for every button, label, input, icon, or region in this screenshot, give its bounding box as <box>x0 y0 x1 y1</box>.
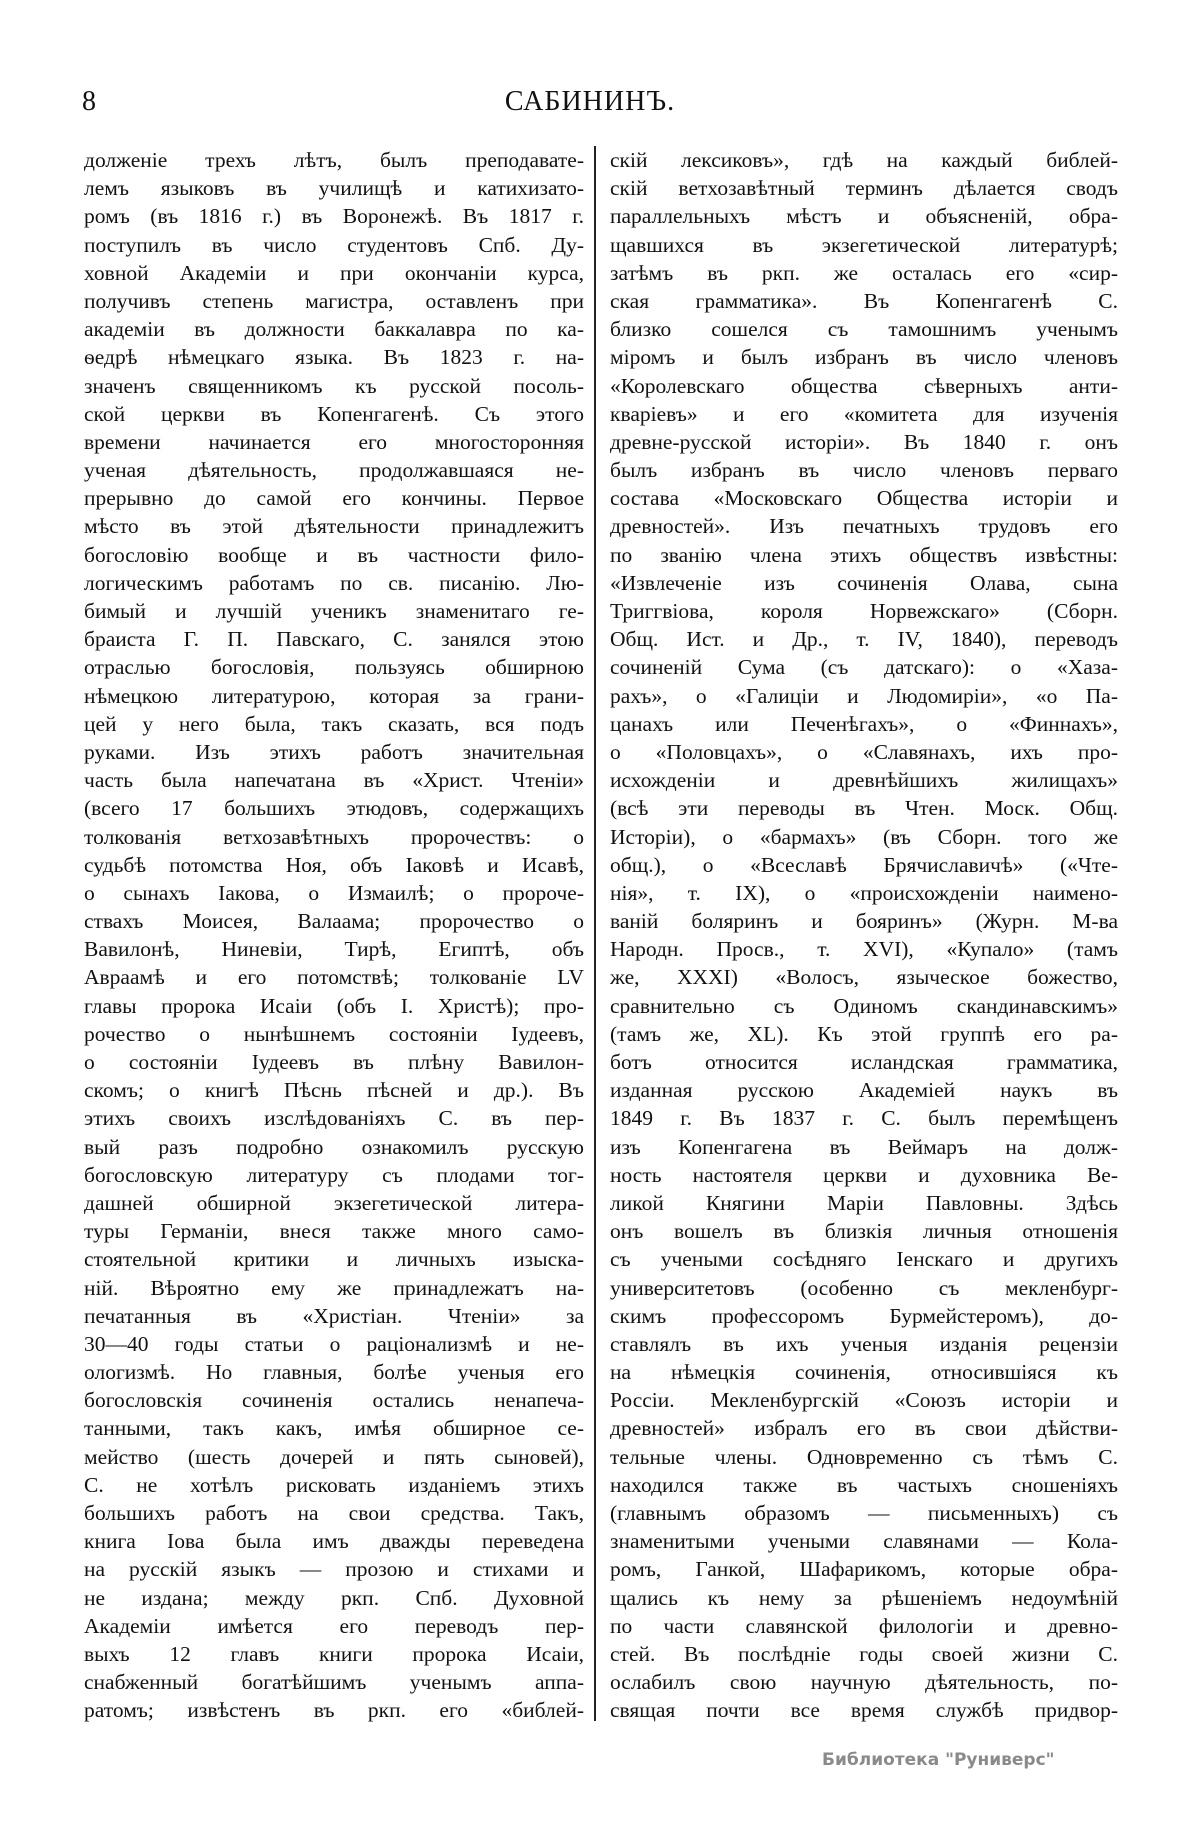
text-line: ѳедрѣ нѣмецкаго языка. Въ 1823 г. на- <box>84 345 584 370</box>
text-line: богословію вообще и въ частности фило- <box>84 542 584 567</box>
text-line: стей. Въ послѣдніе годы своей жизни С. <box>610 1641 1118 1666</box>
text-line: на русскій языкъ — прозою и стихами и <box>84 1557 584 1582</box>
text-line: рахъ», о «Галиціи и Людомиріи», «о Па- <box>610 683 1118 708</box>
text-line: щались къ нему за рѣшеніемъ недоумѣній <box>610 1585 1118 1610</box>
text-line: лемъ языковъ въ училищѣ и катихизато- <box>84 176 584 201</box>
text-line: вый разъ подробно ознакомилъ русскую <box>84 1134 584 1159</box>
text-line: браиста Г. П. Павскаго, С. занялся этою <box>84 627 584 652</box>
text-line: рочество о нынѣшнемъ состояніи Іудеевъ, <box>84 1021 584 1046</box>
text-line: Исторіи), о «бармахъ» (въ Сборн. того же <box>610 824 1118 849</box>
text-line: долженіе трехъ лѣтъ, былъ преподавате- <box>84 148 584 172</box>
text-line: древностей». Изъ печатныхъ трудовъ его <box>610 514 1118 539</box>
text-line: нія», т. IX), о «происхожденіи наимено- <box>610 880 1118 905</box>
text-line: судьбѣ потомства Ноя, объ Іаковѣ и Исавѣ, <box>84 852 584 877</box>
text-line: скимъ профессоромъ Бурмейстеромъ), до- <box>610 1303 1118 1328</box>
text-line: Триггвіова, короля Норвежскаго» (Сборн. <box>610 599 1118 623</box>
text-line: ская грамматика». Въ Копенгагенѣ С. <box>610 288 1118 313</box>
text-line: (всего 17 большихъ этюдовъ, содержащихъ <box>84 796 584 821</box>
text-line: скомъ; о книгѣ Пѣснь пѣсней и др.). Въ <box>84 1078 584 1103</box>
text-line: печатанныя въ «Христіан. Чтеніи» за <box>84 1303 584 1328</box>
text-line: 1849 г. Въ 1837 г. С. былъ перемѣщенъ <box>610 1106 1118 1131</box>
text-line: изъ Копенгагена въ Веймаръ на долж- <box>610 1134 1118 1159</box>
text-line: 30—40 годы статьи о раціонализмѣ и не- <box>84 1331 584 1356</box>
text-line: университетовъ (особенно съ мекленбург- <box>610 1275 1118 1300</box>
text-line: цанахъ или Печенѣгахъ», о «Финнахъ», <box>610 711 1118 736</box>
text-line: С. не хотѣлъ рисковать изданіемъ этихъ <box>84 1472 584 1497</box>
text-line: мѣсто въ этой дѣятельности принадлежитъ <box>84 514 584 539</box>
text-line: ствахъ Моисея, Валаама; пророчество о <box>84 909 584 934</box>
text-line: времени начинается его многосторонняя <box>84 429 584 454</box>
text-line: (тамъ же, XL). Къ этой группѣ его ра- <box>610 1021 1118 1046</box>
text-line: древне-русской исторіи». Въ 1840 г. онъ <box>610 429 1118 454</box>
text-line: этихъ своихъ изслѣдованіяхъ С. въ пер- <box>84 1106 584 1131</box>
text-line: «Королевскаго общества сѣверныхъ анти- <box>610 373 1118 398</box>
text-line: прерывно до самой его кончины. Первое <box>84 486 584 511</box>
text-line: поступилъ въ число студентовъ Спб. Ду- <box>84 232 584 257</box>
text-line: ослабилъ свою научную дѣятельность, по- <box>610 1670 1118 1695</box>
text-line: большихъ работъ на свои средства. Такъ, <box>84 1501 584 1525</box>
text-line: дашней обширной экзегетической литера- <box>84 1190 584 1215</box>
text-line: нѣмецкою литературою, которая за грани- <box>84 683 584 708</box>
text-line: выхъ 12 главъ книги пророка Исаіи, <box>84 1641 584 1666</box>
text-line: ромъ (въ 1816 г.) въ Воронежѣ. Въ 1817 г. <box>84 204 584 229</box>
text-line: Народн. Просв., т. XVI), «Купало» (тамъ <box>610 937 1118 962</box>
running-head: САБИНИНЪ. <box>504 86 676 117</box>
text-line: логическимъ работамъ по св. писанію. Лю- <box>84 570 584 595</box>
text-line: тельные члены. Одновременно съ тѣмъ С. <box>610 1444 1118 1469</box>
text-line: состава «Московскаго Общества исторіи и <box>610 486 1118 511</box>
text-line: близко сошелся съ тамошнимъ ученымъ <box>610 317 1118 342</box>
text-line: міромъ и былъ избранъ въ число членовъ <box>610 345 1118 370</box>
text-line: кваріевъ» и его «комитета для изученія <box>610 401 1118 426</box>
text-line: отраслью богословія, пользуясь обширною <box>84 655 584 680</box>
text-line: ской церкви въ Копенгагенѣ. Съ этого <box>84 401 584 426</box>
text-line: по званію члена этихъ обществъ извѣстны: <box>610 542 1118 567</box>
text-line: книга Іова была имъ дважды переведена <box>84 1529 584 1554</box>
page-number: 8 <box>82 86 96 117</box>
text-line: ваній боляринъ и бояринъ» (Журн. М-ва <box>610 909 1118 934</box>
text-line: туры Германіи, внеся также много само- <box>84 1219 584 1244</box>
text-line: по части славянской филологіи и древно- <box>610 1613 1118 1638</box>
text-line: свящая почти все время службѣ придвор- <box>610 1698 1118 1723</box>
text-line: Авраамѣ и его потомствѣ; толкованіе LV <box>84 965 584 990</box>
text-line: руками. Изъ этихъ работъ значительная <box>84 739 584 764</box>
text-line: находился также въ частыхъ сношеніяхъ <box>610 1472 1118 1497</box>
text-line: на нѣмецкія сочиненія, относившіяся къ <box>610 1360 1118 1385</box>
text-line: стоятельной критики и личныхъ изыска- <box>84 1247 584 1272</box>
text-line: бимый и лучшій ученикъ знаменитаго ге- <box>84 599 584 623</box>
column-divider <box>594 146 596 1721</box>
text-line: академіи въ должности баккалавра по ка- <box>84 317 584 342</box>
text-line: о сынахъ Іакова, о Измаилѣ; о пророче- <box>84 880 584 905</box>
text-line: Вавилонѣ, Ниневіи, Тирѣ, Египтѣ, объ <box>84 937 584 962</box>
text-line: Общ. Ист. и Др., т. IV, 1840), переводъ <box>610 627 1118 652</box>
text-line: ботъ относится исландская грамматика, <box>610 1050 1118 1074</box>
text-line: изданная русскою Академіей наукъ въ <box>610 1078 1118 1103</box>
text-line: древностей» избралъ его въ свои дѣйстви- <box>610 1416 1118 1441</box>
text-line: исхожденіи и древнѣйшихъ жилищахъ» <box>610 768 1118 793</box>
text-line: о состояніи Іудеевъ въ плѣну Вавилон- <box>84 1050 584 1074</box>
text-line: Россіи. Мекленбургскій «Союзъ исторіи и <box>610 1388 1118 1413</box>
text-line: затѣмъ въ ркп. же осталась его «сир- <box>610 260 1118 285</box>
text-line: толкованія ветхозавѣтныхъ пророчествъ: о <box>84 824 584 849</box>
text-line: богословскія сочиненія остались ненапеча- <box>84 1388 584 1413</box>
text-line: онъ вошелъ въ близкія личныя отношенія <box>610 1219 1118 1244</box>
text-line: общ.), о «Всеславѣ Брячиславичѣ» («Чте- <box>610 852 1118 877</box>
text-line: ставлялъ въ ихъ ученыя изданія рецензіи <box>610 1331 1118 1356</box>
text-line: ховной Академіи и при окончаніи курса, <box>84 260 584 285</box>
text-line: съ учеными сосѣдняго Іенскаго и другихъ <box>610 1247 1118 1272</box>
text-line: ность настоятеля церкви и духовника Ве- <box>610 1162 1118 1187</box>
text-line: ній. Вѣроятно ему же принадлежатъ на- <box>84 1275 584 1300</box>
text-line: щавшихся въ экзегетической литературѣ; <box>610 232 1118 257</box>
text-line: (всѣ эти переводы въ Чтен. Моск. Общ. <box>610 796 1118 821</box>
text-line: снабженный богатѣйшимъ ученымъ аппа- <box>84 1670 584 1695</box>
text-line: значенъ священникомъ къ русской посоль- <box>84 373 584 398</box>
text-line: знаменитыми учеными славянами — Кола- <box>610 1529 1118 1554</box>
text-line: ромъ, Ганкой, Шафарикомъ, которые обра- <box>610 1557 1118 1582</box>
text-line: параллельныхъ мѣстъ и объясненій, обра- <box>610 204 1118 229</box>
text-line: же, XXXI) «Волосъ, языческое божество, <box>610 965 1118 990</box>
text-line: ликой Княгини Маріи Павловны. Здѣсь <box>610 1190 1118 1215</box>
text-line: ратомъ; извѣстенъ въ ркп. его «библей- <box>84 1698 584 1723</box>
library-watermark: Библиотека "Руниверс" <box>822 1750 1055 1770</box>
text-line: получивъ степень магистра, оставленъ при <box>84 288 584 313</box>
text-line: главы пророка Исаіи (объ І. Христѣ); про- <box>84 993 584 1018</box>
text-line: не издана; между ркп. Спб. Духовной <box>84 1585 584 1610</box>
text-line: цей у него была, такъ сказать, вся подъ <box>84 711 584 736</box>
text-line: скій лексиковъ», гдѣ на каждый библей- <box>610 148 1118 172</box>
text-line: танными, такъ какъ, имѣя обширное се- <box>84 1416 584 1441</box>
text-line: «Извлеченіе изъ сочиненія Олава, сына <box>610 570 1118 595</box>
text-line: ологизмѣ. Но главныя, болѣе ученыя его <box>84 1360 584 1385</box>
text-line: Академіи имѣется его переводъ пер- <box>84 1613 584 1638</box>
text-line: мейство (шесть дочерей и пять сыновей), <box>84 1444 584 1469</box>
text-line: (главнымъ образомъ — письменныхъ) съ <box>610 1501 1118 1525</box>
right-column <box>610 146 1118 1725</box>
text-line: богословскую литературу съ плодами тог- <box>84 1162 584 1187</box>
left-column <box>84 146 584 1725</box>
text-line: сравнительно съ Одиномъ скандинавскимъ» <box>610 993 1118 1018</box>
text-line: скій ветхозавѣтный терминъ дѣлается сводъ <box>610 176 1118 201</box>
text-line: былъ избранъ въ число членовъ перваго <box>610 458 1118 483</box>
text-line: сочиненій Сума (съ датскаго): о «Хаза- <box>610 655 1118 680</box>
text-line: ученая дѣятельность, продолжавшаяся не- <box>84 458 584 483</box>
text-line: часть была напечатана въ «Христ. Чтеніи» <box>84 768 584 793</box>
text-line: о «Половцахъ», о «Славянахъ, ихъ про- <box>610 739 1118 764</box>
